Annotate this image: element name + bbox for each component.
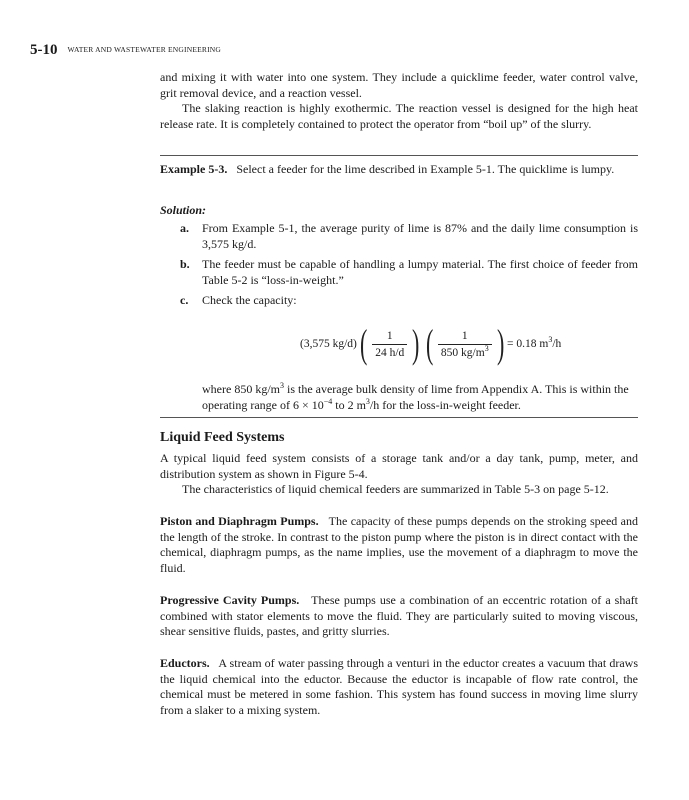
where-text-b: is the average bulk density of lime from Appendix A. This is within the operating range of 6 × 10: [202, 382, 629, 412]
step-text: The feeder must be capable of handling a lumpy material. The first choice of feeder from Table 5-2 is “loss-in-weight.”: [202, 257, 638, 287]
right-paren-glyph: ): [496, 321, 505, 366]
fraction-1: [372, 330, 407, 359]
section-intro: [160, 451, 638, 498]
fraction-2-denominator: [438, 344, 492, 359]
where-exponent-a: 3: [279, 381, 284, 390]
fraction-1-numerator: 1: [386, 329, 393, 342]
solution-steps: [180, 221, 638, 314]
equation-result-text: = 0.18 m: [507, 338, 549, 350]
step-text: From Example 5-1, the average purity of lime is 87% and the daily lime consumption is 3,575 kg/d.: [202, 221, 638, 251]
step-label: b.: [180, 257, 190, 271]
equation-result-exponent: 3: [548, 335, 553, 344]
equation-lead: (3,575 kg/d): [300, 338, 357, 350]
equation-result: [507, 335, 562, 350]
fraction-2-exponent: 3: [484, 343, 489, 353]
solution-heading: [160, 203, 638, 219]
piston-title: Piston and Diaphragm Pumps.: [160, 514, 319, 528]
fraction-2: [438, 330, 492, 359]
equation-result-unit: /h: [552, 338, 562, 350]
example-label: Example 5-3.: [160, 162, 228, 176]
step-label: a.: [180, 221, 189, 235]
step-label: c.: [180, 293, 189, 307]
where-text-c: to 2 m: [332, 397, 366, 412]
eductor-paragraph: [160, 656, 638, 718]
where-text-a: where 850 kg/m: [202, 382, 280, 396]
where-text-d: /h for the loss-in-weight feeder.: [369, 397, 521, 412]
pcp-paragraph: [160, 593, 638, 640]
example-top-rule: [160, 155, 638, 156]
intro-paragraph-1: and mixing it with water into one system. They include a quicklime feeder, water control valve, grit removal device, and a reaction vessel.: [160, 70, 638, 100]
section-paragraph-1: A typical liquid feed system consists of a storage tank and/or a day tank, pump, meter, and distribution system as shown in Figure 5-4.: [160, 451, 638, 481]
where-exponent-b: −4: [323, 396, 333, 406]
capacity-equation: [300, 323, 561, 365]
intro-paragraph-2: The slaking reaction is highly exothermic. The reaction vessel is designed for the high heat release rate. It is completely contained to protect the operator from “boil up” of the slurry.: [160, 101, 638, 131]
example-bottom-rule: [160, 417, 638, 418]
solution-label: Solution:: [160, 203, 207, 217]
right-paren-glyph: ): [412, 321, 420, 366]
left-paren-glyph: (: [359, 321, 368, 366]
running-title: WATER AND WASTEWATER ENGINEERING: [67, 45, 222, 54]
piston-paragraph: [160, 514, 638, 576]
example-statement: [160, 162, 638, 178]
fraction-2-numerator: 1: [461, 329, 468, 342]
where-paragraph: [202, 382, 638, 413]
fraction-2-denominator-text: 850 kg/m: [440, 346, 485, 359]
eductor-title: Eductors.: [160, 656, 210, 670]
intro-block: [160, 70, 638, 132]
piston-text: The capacity of these pumps depends on the stroking speed and the length of the stroke. In contrast to the piston pump where the piston is in direct contact with the chemical, diaphragm pumps, as the name implies, use the movement of a diaphragm to move the fluid.: [160, 514, 639, 575]
pcp-title: Progressive Cavity Pumps.: [160, 593, 300, 607]
section-heading: Liquid Feed Systems: [160, 430, 285, 445]
solution-step: [180, 293, 638, 309]
where-exponent-c: 3: [365, 396, 370, 406]
eductor-text: A stream of water passing through a venturi in the eductor creates a vacuum that draws the liquid chemical into the eductor. Because the eductor is incapable of flow rate control, the chemical must be metered in some fashion. This system has found success in moving lime slurry from a slaker to a mixing system.: [160, 656, 638, 717]
section-paragraph-2: The characteristics of liquid chemical feeders are summarized in Table 5-3 on page 5-12.: [182, 482, 609, 496]
page-header: [30, 41, 221, 59]
example-text: Select a feeder for the lime described in Example 5-1. The quicklime is lumpy.: [236, 162, 615, 176]
left-paren-glyph: (: [425, 321, 433, 366]
pcp-text: These pumps use a combination of an eccentric rotation of a shaft combined with stator elements to move the fluid. They are particularly suited to moving viscous, shear sensitive fluids, pastes, and gritty slurries.: [160, 593, 639, 638]
step-text: Check the capacity:: [202, 293, 297, 307]
page-number: 5-10: [30, 42, 58, 58]
solution-step: [180, 221, 638, 252]
fraction-1-denominator: 24 h/d: [372, 344, 407, 359]
solution-step: [180, 257, 638, 288]
